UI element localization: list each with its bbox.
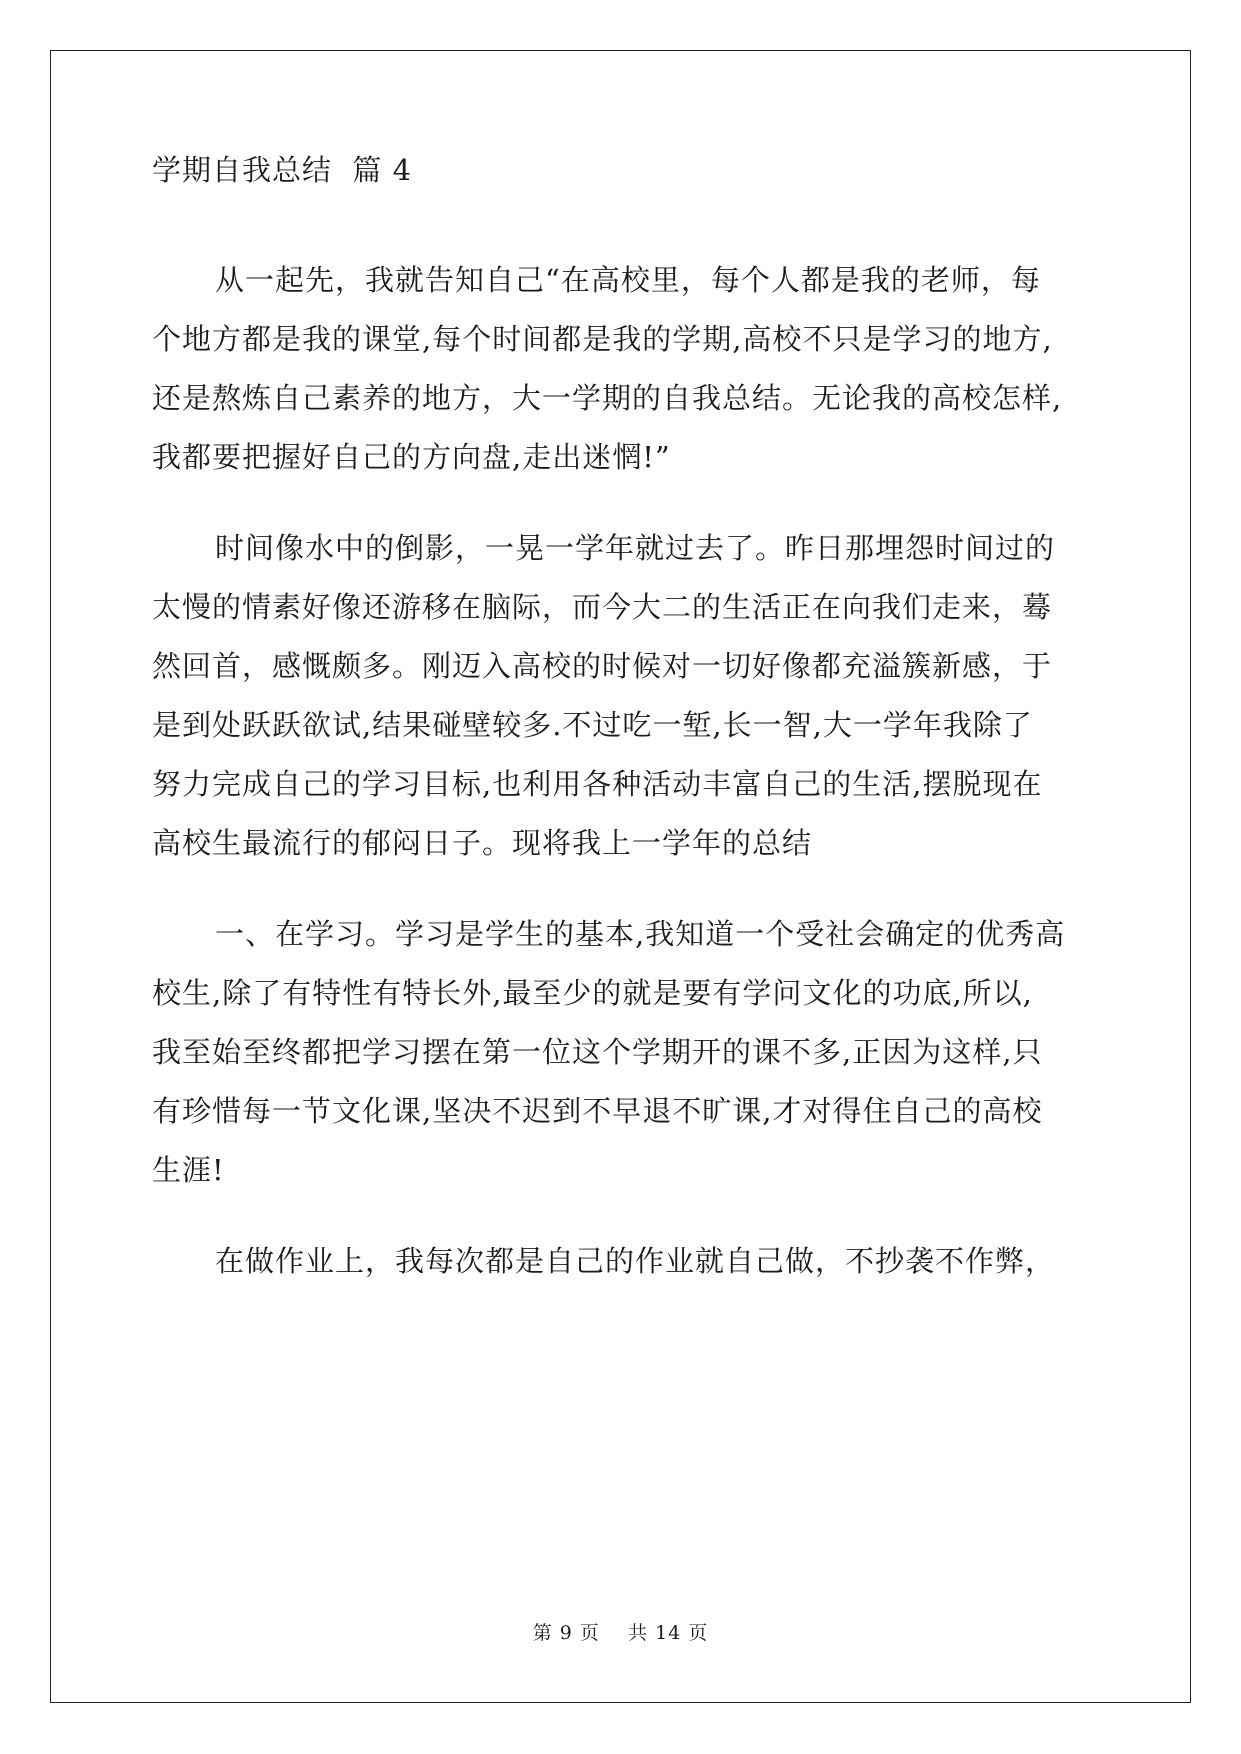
paragraph-line: 生涯!: [152, 1153, 225, 1187]
paragraph-line: 是到处跃跃欲试,结果碰壁较多.不过吃一堑,长一智,大一学年我除了: [152, 708, 1033, 742]
paragraph-line: 时间像水中的倒影，一晃一学年就过去了。昨日那埋怨时间过的: [215, 531, 1056, 565]
paragraph-line: 太慢的情素好像还游移在脑际，而今大二的生活正在向我们走来，蓦: [152, 590, 1053, 624]
paragraph-1: [152, 251, 1097, 487]
paragraph-line: 在做作业上，我每次都是自己的作业就自己做，不抄袭不作弊，: [215, 1244, 1056, 1278]
paragraph-line: 个地方都是我的课堂,每个时间都是我的学期,高校不只是学习的地方,: [152, 322, 1053, 356]
paragraph-line: 高校生最流行的郁闷日子。现将我上一学年的总结: [152, 826, 813, 860]
paragraph-line: 校生,除了有特性有特长外,最至少的就是要有学问文化的功底,所以,: [152, 976, 1033, 1010]
paragraph-line: 从一起先，我就告知自己“在高校里，每个人都是我的老师，每: [215, 263, 1041, 297]
paragraph-line: 一、在学习。学习是学生的基本,我知道一个受社会确定的优秀高: [215, 917, 1066, 951]
document-body: [152, 150, 1097, 1291]
document-title: 学期自我总结 篇 4: [152, 153, 413, 187]
paragraph-line: 我至始至终都把学习摆在第一位这个学期开的课不多,正因为这样,只: [152, 1035, 1043, 1069]
paragraph-line: 然回首，感慨颇多。刚迈入高校的时候对一切好像都充溢簇新感，于: [152, 649, 1053, 683]
page-number-footer: 第 9 页 共 14 页: [532, 1622, 709, 1644]
paragraph-3: [152, 905, 1097, 1200]
paragraph-2: [152, 519, 1097, 873]
paragraph-line: 还是熬炼自己素养的地方，大一学期的自我总结。无论我的高校怎样,: [152, 381, 1063, 415]
paragraph-line: 努力完成自己的学习目标,也利用各种活动丰富自己的生活,摆脱现在: [152, 767, 1043, 801]
paragraph-4: [152, 1232, 1097, 1291]
paragraph-line: 有珍惜每一节文化课,坚决不迟到不早退不旷课,才对得住自己的高校: [152, 1094, 1043, 1128]
paragraph-line: 我都要把握好自己的方向盘,走出迷惘!”: [152, 440, 671, 474]
